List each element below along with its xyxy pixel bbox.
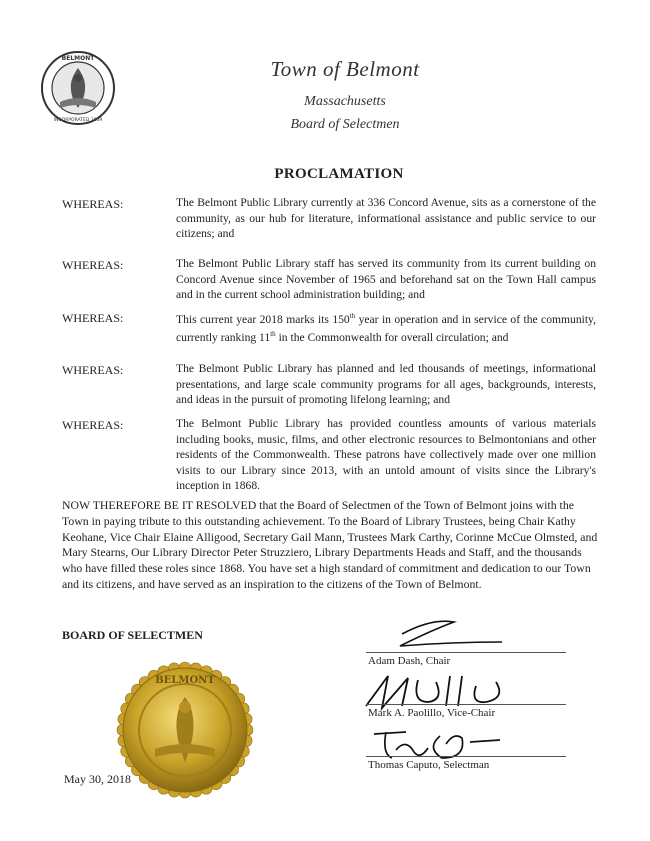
svg-text:BELMONT: BELMONT	[155, 675, 215, 686]
proclamation-title: PROCLAMATION	[274, 166, 404, 182]
signature-mark-paolillo	[358, 672, 518, 712]
signature-line	[366, 756, 566, 757]
signature-thomas-caputo	[366, 724, 506, 764]
signatory-name-selectman: Thomas Caputo, Selectman	[368, 759, 490, 771]
board-of-selectmen-label: BOARD OF SELECTMEN	[62, 628, 203, 642]
signature-line	[366, 704, 566, 705]
whereas-clause-3: This current year 2018 marks its 150th year in operation and in service of the community, currently ranking 11th in the Commonwealth for overall circulation; and	[176, 312, 596, 345]
whereas-label: WHEREAS:	[62, 258, 124, 272]
resolution-paragraph: NOW THEREFORE BE IT RESOLVED that the Board of Selectmen of the Town of Belmont joins with the Town in paying tribute to this outstanding achievement. To the Board of Library Trustees, being Chair Kathy Keohane, Vice Chair Elaine Alligood, Secretary Gail Mann, Trustees Mark Carthy, Corinne McCue Olmsted, and Mary Stearns, Our Library Director Peter Struzziero, Library Departments Heads and Staff, and the thousands who have filled these roles since 1868. You have set a high standard of commitment and dedication to our Town and its citizens, and have served as an inspiration to the citizens of the Town of Belmont.	[62, 498, 598, 591]
whereas-clause-4: The Belmont Public Library has planned and led thousands of meetings, informational presentations, and large scale community programs for all ages, backgrounds, interests, and ideas in the pursuit of promoting lifelong learning; and	[176, 362, 596, 407]
whereas-label: WHEREAS:	[62, 311, 124, 325]
whereas-clause-2: The Belmont Public Library staff has served its community from its current building on Concord Avenue since November of 1965 and beforehand sat on the Town Hall campus and in the current school administration building; and	[176, 257, 596, 302]
town-heading: Town of Belmont	[270, 57, 420, 81]
signatory-name-chair: Adam Dash, Chair	[368, 655, 451, 667]
whereas-clause-1: The Belmont Public Library currently at 336 Concord Avenue, sits as a cornerstone of the community, as our hub for literature, informational assistance and public service to our citizens; and	[176, 196, 596, 241]
signatory-name-vice-chair: Mark A. Paolillo, Vice-Chair	[368, 707, 496, 719]
whereas-label: WHEREAS:	[62, 197, 124, 211]
whereas-clause-5: The Belmont Public Library has provided countless amounts of various materials including books, music, films, and other electronic resources to Belmontonians and other residents of the Commonwealth. These patrons have collectively made over one million visits to our Library since 2013, with an untold amount of visits since the Library's inception in 1868.	[176, 417, 596, 493]
whereas-label: WHEREAS:	[62, 418, 124, 432]
signature-adam-dash	[392, 612, 512, 654]
whereas-label: WHEREAS:	[62, 363, 124, 377]
proclamation-date: May 30, 2018	[64, 772, 131, 786]
svg-text:BELMONT: BELMONT	[61, 55, 95, 62]
signature-line	[366, 652, 566, 653]
state-heading: Massachusetts	[304, 94, 386, 109]
gold-seal-icon	[115, 645, 255, 815]
svg-text:INCORPORATED 1859: INCORPORATED 1859	[53, 118, 103, 123]
board-heading: Board of Selectmen	[290, 117, 400, 132]
